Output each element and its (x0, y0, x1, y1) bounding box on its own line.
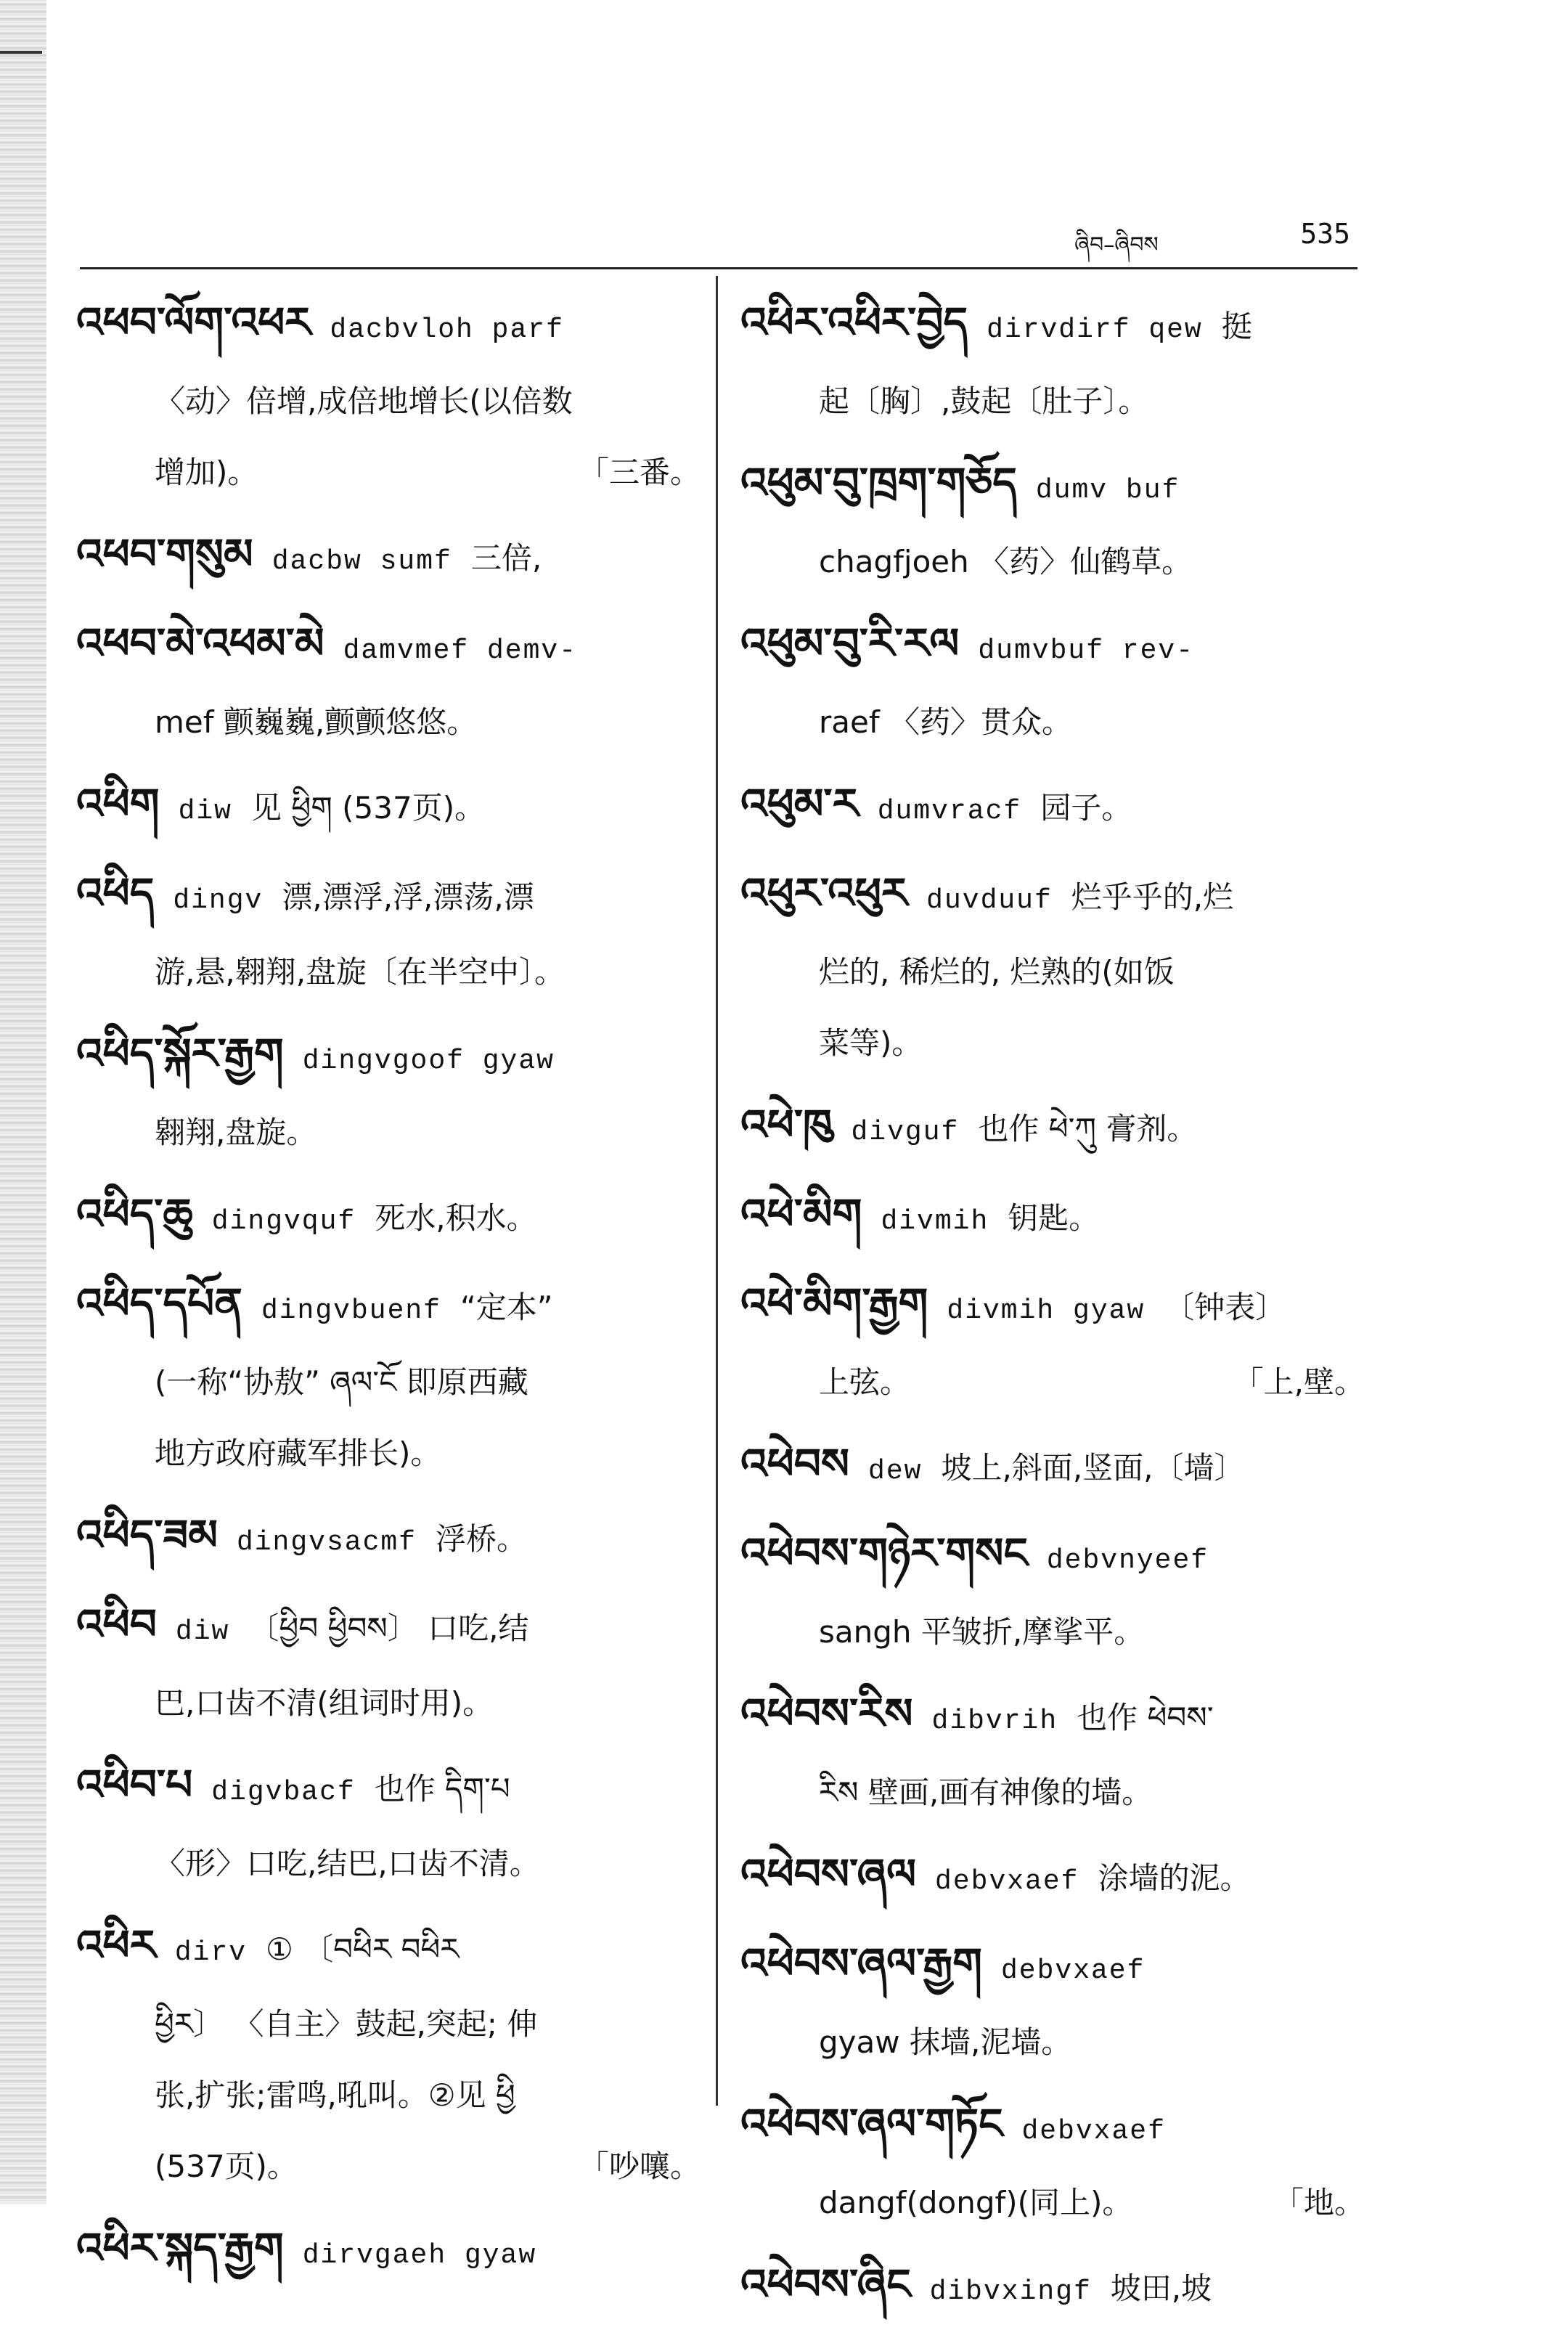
romanization: dew (868, 1456, 923, 1487)
tibetan-headword: འཕབ་མེ་འཕམ་མེ (76, 619, 324, 668)
tibetan-headword: འཕུམ་ར (740, 779, 859, 828)
dictionary-entry (76, 1589, 701, 1739)
definition-continuation: 翱翔,盘旋。 (155, 1115, 317, 1150)
definition-continuation: རིས 壁画,画有神像的墙。 (819, 1775, 1153, 1810)
romanization: diw (178, 796, 232, 827)
entry-head-line (740, 447, 1365, 526)
definition-continuation: 巴,口齿不清(组词时用)。 (155, 1685, 494, 1721)
definition: 浮桥。 (436, 1521, 528, 1557)
definition: 涂墙的泥。 (1098, 1860, 1251, 1896)
dictionary-entry (76, 1178, 701, 1258)
entry-head-line (76, 858, 701, 937)
definition-continuation: 地方政府藏军排长)。 (155, 1435, 441, 1471)
tibetan-headword: འཕིར་འཕིར་བྱེད (740, 298, 968, 347)
romanization: dacbvloh parf (330, 314, 564, 346)
definition-continuation: ཕྱིར〕 〈自主〉鼓起,突起; 伸 (155, 2006, 538, 2042)
left-column (76, 287, 701, 2302)
entry-head-line (76, 2212, 701, 2292)
tibetan-headword: འཕུར་འཕུར (740, 868, 908, 918)
definition: 坡田,坡 (1110, 2270, 1212, 2306)
definition-continuation: 起〔胸〕,鼓起〔肚子〕。 (819, 383, 1149, 419)
entry-head-line (740, 1178, 1365, 1258)
entry-head-line (76, 1910, 701, 1989)
page-header (1074, 218, 1365, 261)
column-tail-note: 「吵嚷。 (578, 2148, 701, 2184)
definition-continuation: mef 颤巍巍,颤颤悠悠。 (155, 704, 478, 740)
scan-edge-shadow (0, 0, 46, 2204)
tibetan-headword: འཕེ་མིག་རྒྱག (740, 1279, 928, 1328)
tibetan-headword: འཕུམ་བུ་རི་རལ (740, 619, 960, 668)
dictionary-entry (76, 2212, 701, 2292)
definition: 坡上,斜面,竖面,〔墙〕 (941, 1450, 1245, 1486)
romanization: dirv (174, 1937, 248, 1968)
dictionary-entry (76, 1499, 701, 1579)
entry-head-line (76, 518, 701, 598)
romanization: dingv (173, 885, 264, 916)
entry-head-line (740, 1678, 1365, 1757)
entry-head-line (76, 1268, 701, 1347)
romanization: dibvrih (931, 1706, 1058, 1737)
tibetan-headword: འཕིབ (76, 1600, 157, 1649)
tibetan-headword: འཕེབས་ཞིང (740, 2260, 911, 2309)
romanization: dirvdirf qew (987, 314, 1203, 346)
tibetan-headword: འཕིད་དཔོན (76, 1279, 242, 1328)
dictionary-entry (740, 858, 1365, 1079)
entry-head-line (740, 608, 1365, 687)
tibetan-headword: འཕིད་ཟམ (76, 1510, 218, 1560)
entry-head-line (76, 1018, 701, 1097)
definition-continuation: chagfjoeh 〈药〉仙鹤草。 (819, 544, 1193, 579)
dictionary-entry (740, 2249, 1365, 2328)
dictionary-entry (740, 287, 1365, 437)
definition: 漂,漂浮,浮,漂荡,漂 (282, 879, 534, 915)
romanization: diw (175, 1616, 230, 1647)
definition: 三倍, (470, 540, 542, 576)
dictionary-entry (740, 1678, 1365, 1828)
tibetan-headword: འཕེབས་རིས (740, 1689, 913, 1738)
dictionary-entry (740, 1268, 1365, 1418)
header-rule (80, 267, 1357, 269)
tibetan-headword: འཕེབས་ཞལ (740, 1849, 917, 1899)
definition: 挺 (1221, 309, 1252, 344)
entry-head-line (740, 858, 1365, 937)
dictionary-entry (740, 608, 1365, 758)
tibetan-headword: འཕིད (76, 868, 155, 918)
tibetan-headword: འཕབ་ལོག་འཕར (76, 298, 311, 347)
dictionary-entry (76, 1018, 701, 1168)
definition: 也作 ཕེབས་ (1077, 1700, 1214, 1735)
dictionary-entry (76, 287, 701, 508)
entry-head-line (76, 768, 701, 847)
entry-head-line (740, 1268, 1365, 1347)
definition-continuation: (一称“协敖” ཞལ་ངོ 即原西藏 (155, 1364, 528, 1400)
dictionary-entry (76, 518, 701, 598)
entry-head-line (740, 1428, 1365, 1507)
dictionary-entry (740, 2088, 1365, 2239)
definition: ① 〔བཕིར བཕིར (266, 1931, 460, 1967)
entry-head-line (740, 1838, 1365, 1918)
dictionary-entry (76, 1268, 701, 1489)
right-column (740, 287, 1365, 2338)
tibetan-headword: འཕབ་གསུམ (76, 529, 253, 579)
definition-continuation: 〈形〉口吃,结巴,口齿不清。 (155, 1846, 540, 1881)
entry-head-line (740, 2088, 1365, 2167)
dictionary-entry (76, 608, 701, 758)
romanization: debvxaef (1021, 2116, 1166, 2147)
tibetan-headword: འཕིད་སྐོར་རྒྱག (76, 1029, 284, 1078)
entry-head-line (740, 1518, 1365, 1597)
column-tail-note: 「上,壁。 (1233, 1364, 1365, 1400)
definition-continuation: 烂的, 稀烂的, 烂熟的(如饭 (819, 954, 1175, 990)
definition-continuation: 张,扩张;雷鸣,吼叫。②见 ཕྱི (155, 2077, 515, 2113)
definition: 也作 ཕེ་ཀུ 膏剂。 (978, 1111, 1198, 1146)
definition: 见 ཕྱིག (537页)。 (250, 790, 486, 826)
page-number: 535 (1300, 218, 1350, 250)
romanization: digvbacf (211, 1777, 356, 1808)
dictionary-entry (76, 1749, 701, 1899)
definition: 死水,积水。 (375, 1200, 537, 1236)
dictionary-entry (76, 1910, 701, 2202)
romanization: divmih (881, 1206, 989, 1237)
dictionary-entry (740, 1178, 1365, 1258)
tibetan-headword: འཕུམ་བུ་ཁྲག་གཅོད (740, 458, 1017, 508)
definition: 烂乎乎的,烂 (1071, 879, 1234, 915)
romanization: dingvgoof gyaw (302, 1046, 555, 1077)
tibetan-headword: འཕེབས་གཉེར་གསང (740, 1528, 1028, 1578)
definition: 〔ཕྱིབ ཕྱིབས〕 口吃,结 (248, 1610, 529, 1646)
dictionary-entry (740, 1838, 1365, 1918)
column-tail-note: 「三番。 (578, 455, 701, 490)
tibetan-headword: འཕིར་སྐད་རྒྱག (76, 2223, 284, 2273)
column-separator (716, 276, 718, 2106)
tibetan-headword: འཕིད་ཆུ (76, 1189, 193, 1239)
entry-head-line (76, 1749, 701, 1828)
tibetan-headword: འཕིག (76, 779, 160, 828)
definition-continuation: 〈动〉倍增,成倍地增长(以倍数 (155, 383, 573, 419)
romanization: duvduuf (926, 885, 1053, 916)
definition-continuation: dangf(dongf)(同上)。 「地。 (740, 2167, 1365, 2239)
definition-continuation: 游,悬,翱翔,盘旋〔在半空中〕。 (155, 954, 565, 990)
definition-continuation: 菜等)。 (819, 1025, 923, 1061)
romanization: debvnyeef (1046, 1545, 1209, 1576)
entry-head-line (740, 1089, 1365, 1168)
entry-head-line (740, 768, 1365, 847)
tibetan-headword: འཕེབས་ཞལ་གཏོང (740, 2099, 1003, 2148)
entry-head-line (76, 1589, 701, 1668)
romanization: dingvquf (211, 1206, 356, 1237)
definition: 园子。 (1040, 790, 1132, 826)
definition: 钥匙。 (1008, 1200, 1100, 1236)
dictionary-entry (740, 1928, 1365, 2078)
definition-continuation: raef 〈药〉贯众。 (819, 704, 1072, 740)
romanization: divguf (851, 1117, 960, 1148)
romanization: dacbw sumf (271, 546, 452, 577)
dictionary-entry (76, 858, 701, 1008)
entry-head-line (76, 1178, 701, 1258)
romanization: divmih gyaw (947, 1295, 1146, 1327)
romanization: dirvgaeh gyaw (302, 2240, 537, 2271)
definition-continuation: sangh 平皱折,摩挲平。 (819, 1614, 1145, 1650)
column-tail-note: 「地。 (1273, 2185, 1365, 2220)
tibetan-headword: འཕེ་མིག (740, 1189, 862, 1239)
entry-head-line (76, 287, 701, 366)
romanization: debvxaef (1000, 1955, 1146, 1987)
tibetan-headword: འཕེབས་ཞལ་རྒྱག (740, 1939, 982, 1988)
scan-edge-mark (0, 51, 42, 54)
entry-head-line (740, 2249, 1365, 2328)
definition-continuation: (537页)。 「吵嚷。 (76, 2131, 701, 2202)
entry-head-line (740, 287, 1365, 366)
entry-head-line (76, 1499, 701, 1579)
entry-head-line (740, 1928, 1365, 2007)
romanization: dingvbuenf (261, 1295, 441, 1327)
tibetan-headword: འཕིབ་པ (76, 1760, 193, 1809)
romanization: debvxaef (935, 1866, 1079, 1897)
dictionary-entry (740, 1089, 1365, 1168)
tibetan-headword: འཕིར (76, 1920, 156, 1970)
dictionary-entry (740, 1518, 1365, 1668)
romanization: dumv buf (1035, 475, 1180, 506)
definition-continuation: gyaw 抹墙,泥墙。 (819, 2024, 1072, 2060)
tibetan-headword: འཕེ་ཁུ (740, 1100, 833, 1149)
definition: 也作 དིག་པ (374, 1771, 510, 1807)
definition: “定本” (460, 1290, 553, 1325)
romanization: damvmef demv- (343, 635, 578, 667)
tibetan-headword: འཕེབས (740, 1439, 850, 1488)
dictionary-entry (740, 1428, 1365, 1507)
dictionary-entry (740, 768, 1365, 847)
romanization: dingvsacmf (236, 1527, 417, 1558)
definition-continuation: 增加)。 「三番。 (76, 437, 701, 508)
entry-head-line (76, 608, 701, 687)
romanization: dumvbuf rev- (978, 635, 1195, 667)
romanization: dumvracf (877, 796, 1022, 827)
romanization: dibvxingf (929, 2276, 1092, 2308)
definition: 〔钟表〕 (1164, 1290, 1286, 1325)
dictionary-entry (740, 447, 1365, 598)
definition-continuation: 上弦。 「上,壁。 (740, 1347, 1365, 1418)
running-head: ཞིབ–ཞིབས (1074, 232, 1159, 258)
dictionary-entry (76, 768, 701, 847)
